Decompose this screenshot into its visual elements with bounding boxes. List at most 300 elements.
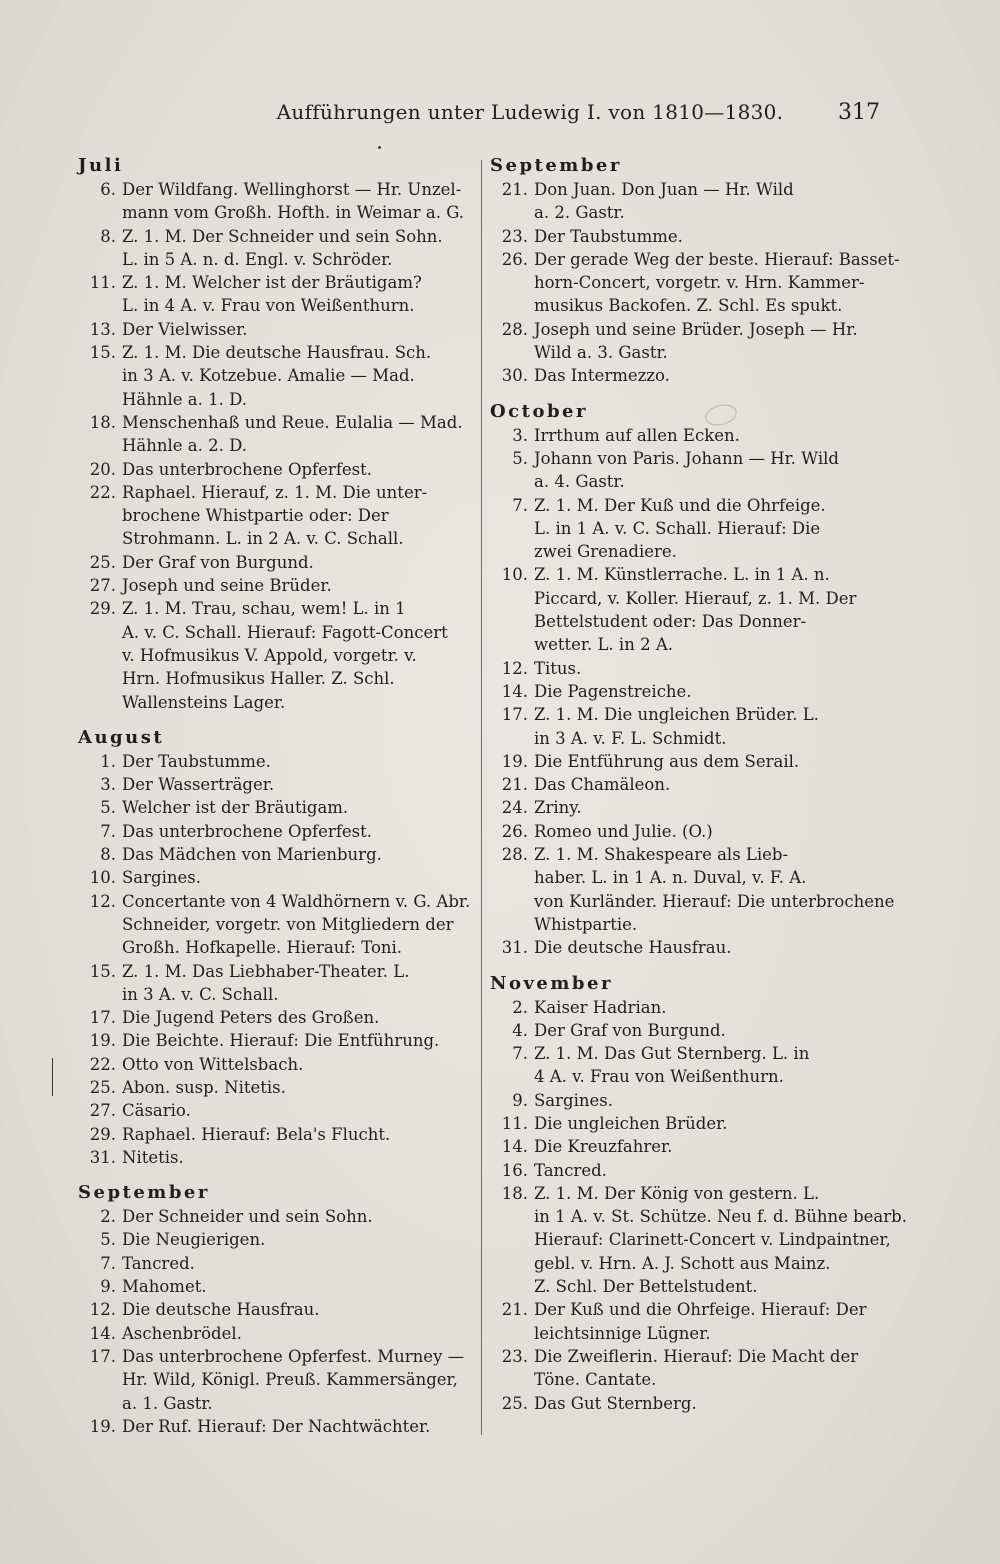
performance-entry <box>490 703 885 750</box>
entry-text <box>534 936 885 959</box>
entry-day: 16. <box>501 1160 528 1180</box>
entry-day: 19. <box>501 751 528 771</box>
entry-text <box>122 481 473 551</box>
entry-day: 8. <box>100 226 116 246</box>
entry-text <box>534 1019 885 1042</box>
performance-entry <box>78 866 473 889</box>
entry-line: Der Schneider und sein Sohn. <box>122 1207 373 1227</box>
entry-line: Raphael. Hierauf: Bela's Flucht. <box>122 1124 391 1144</box>
entry-text <box>534 820 885 843</box>
entry-line: Joseph und seine Brüder. Joseph — Hr. <box>534 319 858 339</box>
entry-line: Die Pagenstreiche. <box>534 681 692 701</box>
entry-day: 12. <box>89 1300 116 1320</box>
entry-text <box>122 1076 473 1099</box>
entry-line: Der Taubstumme. <box>122 751 271 771</box>
performance-entry <box>490 750 885 773</box>
performance-entry <box>490 364 885 387</box>
entry-day: 19. <box>89 1416 116 1436</box>
entry-line: L. in 4 A. v. Frau von Weißenthurn. <box>122 296 415 316</box>
performance-entry <box>78 1099 473 1122</box>
print-speck <box>378 146 381 149</box>
performance-entry <box>490 796 885 819</box>
entry-day: 24. <box>501 798 528 818</box>
performance-entry <box>78 1146 473 1169</box>
page-number: 317 <box>838 100 880 125</box>
entry-line: Abon. susp. Nitetis. <box>122 1077 286 1097</box>
entry-day: 25. <box>89 552 116 572</box>
entry-line: in 3 A. v. Kotzebue. Amalie — Mad. <box>122 366 415 386</box>
entry-text <box>122 1345 473 1415</box>
entry-day: 11. <box>501 1113 528 1133</box>
performance-entry <box>490 773 885 796</box>
entry-line: gebl. v. Hrn. A. J. Schott aus Mainz. <box>534 1253 831 1273</box>
entry-day: 7. <box>100 1253 116 1273</box>
entry-line: Strohmann. L. in 2 A. v. C. Schall. <box>122 529 404 549</box>
entry-line: mann vom Großh. Hofth. in Weimar a. G. <box>122 203 465 223</box>
entry-line: Z. 1. M. Die deutsche Hausfrau. Sch. <box>122 343 432 363</box>
month-heading: November <box>490 972 613 994</box>
entry-day: 15. <box>89 343 116 363</box>
entry-line: Concertante von 4 Waldhörnern v. G. Abr. <box>122 891 471 911</box>
entry-line: Bettelstudent oder: Das Donner- <box>534 612 807 632</box>
entry-text <box>534 1298 885 1345</box>
performance-entry <box>78 318 473 341</box>
entry-line: Z. 1. M. Shakespeare als Lieb- <box>534 845 789 865</box>
entry-text <box>122 773 473 796</box>
performance-entry <box>78 1275 473 1298</box>
entry-text <box>122 1252 473 1275</box>
entry-line: Welcher ist der Bräutigam. <box>122 798 349 818</box>
entry-day: 29. <box>89 599 116 619</box>
entry-day: 7. <box>512 1044 528 1064</box>
entry-line: a. 4. Gastr. <box>534 472 625 492</box>
entry-day: 28. <box>501 319 528 339</box>
entry-day: 18. <box>89 412 116 432</box>
entry-line: Der Graf von Burgund. <box>122 552 314 572</box>
entry-line: Das Intermezzo. <box>534 366 670 386</box>
entry-text <box>534 178 885 225</box>
performance-entry <box>78 1076 473 1099</box>
entry-text <box>122 1123 473 1146</box>
entry-day: 2. <box>512 997 528 1017</box>
entry-line: Die Neugierigen. <box>122 1230 266 1250</box>
performance-entry <box>78 890 473 960</box>
entry-line: Z. 1. M. Welcher ist der Bräutigam? <box>122 273 422 293</box>
entry-line: wetter. L. in 2 A. <box>534 635 673 655</box>
entry-day: 5. <box>512 448 528 468</box>
entry-line: Cäsario. <box>122 1101 191 1121</box>
performance-entry <box>490 424 885 447</box>
entry-line: Der Wildfang. Wellinghorst — Hr. Unzel- <box>122 180 462 199</box>
entry-line: leichtsinnige Lügner. <box>534 1323 711 1343</box>
entry-text <box>122 318 473 341</box>
entry-text <box>122 178 473 225</box>
entry-line: Das Chamäleon. <box>534 775 671 795</box>
entry-day: 9. <box>512 1090 528 1110</box>
entry-text <box>534 494 885 564</box>
entry-text <box>122 796 473 819</box>
entry-day: 6. <box>100 180 116 199</box>
performance-entry <box>78 820 473 843</box>
entry-text <box>122 1205 473 1228</box>
entry-line: Z. Schl. Der Bettelstudent. <box>534 1277 758 1297</box>
entry-line: musikus Backofen. Z. Schl. Es spukt. <box>534 296 843 316</box>
entry-line: Die Jugend Peters des Großen. <box>122 1008 380 1028</box>
entry-text <box>122 458 473 481</box>
performance-entry <box>490 318 885 365</box>
column-divider <box>481 160 482 1435</box>
entry-day: 28. <box>501 845 528 865</box>
performance-entry <box>78 750 473 773</box>
entry-line: Otto von Wittelsbach. <box>122 1054 304 1074</box>
entry-text <box>534 996 885 1019</box>
performance-entry <box>78 225 473 272</box>
entry-line: Johann von Paris. Johann — Hr. Wild <box>534 448 839 468</box>
entry-text <box>122 1415 473 1438</box>
performance-entry <box>78 1228 473 1251</box>
entry-day: 23. <box>501 226 528 246</box>
entry-day: 5. <box>100 1230 116 1250</box>
entry-day: 14. <box>89 1323 116 1343</box>
entry-line: Hr. Wild, Königl. Preuß. Kammersänger, <box>122 1370 458 1390</box>
entry-day: 2. <box>100 1207 116 1227</box>
performance-entry <box>78 411 473 458</box>
entry-day: 15. <box>89 961 116 981</box>
entry-line: Das unterbrochene Opferfest. <box>122 821 373 841</box>
performance-entry <box>78 481 473 551</box>
entry-text <box>534 703 885 750</box>
entry-day: 17. <box>89 1346 116 1366</box>
entry-line: a. 2. Gastr. <box>534 203 625 223</box>
performance-entry <box>78 1029 473 1052</box>
entry-line: in 3 A. v. F. L. Schmidt. <box>534 728 727 748</box>
entry-line: von Kurländer. Hierauf: Die unterbrochene <box>534 891 895 911</box>
entry-text <box>534 773 885 796</box>
entry-line: haber. L. in 1 A. n. Duval, v. F. A. <box>534 868 807 888</box>
performance-entry <box>78 796 473 819</box>
entry-line: in 1 A. v. St. Schütze. Neu f. d. Bühne bearb. <box>534 1207 907 1227</box>
entry-line: horn-Concert, vorgetr. v. Hrn. Kammer- <box>534 273 865 293</box>
entry-line: Hrn. Hofmusikus Haller. Z. Schl. <box>122 669 395 689</box>
entry-text <box>122 1275 473 1298</box>
month-heading: October <box>490 400 588 422</box>
entry-text <box>534 1042 885 1089</box>
entry-text <box>122 820 473 843</box>
entry-day: 5. <box>100 798 116 818</box>
entry-line: Irrthum auf allen Ecken. <box>534 425 740 445</box>
entry-day: 17. <box>501 705 528 725</box>
entry-line: Der Taubstumme. <box>534 226 683 246</box>
entry-text <box>122 1322 473 1345</box>
entry-line: v. Hofmusikus V. Appold, vorgetr. v. <box>122 645 417 665</box>
entry-line: Wallensteins Lager. <box>122 692 286 712</box>
entry-line: Die Zweiflerin. Hierauf: Die Macht der <box>534 1346 859 1366</box>
performance-entry <box>490 1019 885 1042</box>
entry-day: 11. <box>89 273 116 293</box>
entry-day: 22. <box>89 482 116 502</box>
performance-entry <box>490 936 885 959</box>
entry-day: 7. <box>100 821 116 841</box>
entry-text <box>122 890 473 960</box>
performance-entry <box>78 574 473 597</box>
entry-text <box>122 1099 473 1122</box>
performance-entry <box>78 1345 473 1415</box>
entry-text <box>534 657 885 680</box>
performance-entry <box>78 1252 473 1275</box>
entry-line: L. in 1 A. v. C. Schall. Hierauf: Die <box>534 518 821 538</box>
entry-line: Der Wasserträger. <box>122 775 275 795</box>
performance-entry <box>78 960 473 1007</box>
entry-day: 29. <box>89 1124 116 1144</box>
performance-entry <box>78 551 473 574</box>
performance-entry <box>78 341 473 411</box>
entry-line: Der Ruf. Hierauf: Der Nachtwächter. <box>122 1416 431 1436</box>
performance-entry <box>490 1112 885 1135</box>
entry-day: 31. <box>501 938 528 958</box>
performance-entry <box>490 1042 885 1089</box>
entry-line: Whistpartie. <box>534 914 638 934</box>
entry-line: Kaiser Hadrian. <box>534 997 667 1017</box>
entry-text <box>122 574 473 597</box>
entry-day: 12. <box>501 658 528 678</box>
entry-line: Schneider, vorgetr. von Mitgliedern der <box>122 914 454 934</box>
entry-day: 17. <box>89 1008 116 1028</box>
performance-entry <box>490 843 895 936</box>
month-heading: September <box>78 1182 210 1204</box>
entry-text <box>122 750 473 773</box>
entry-line: Z. 1. M. Der König von gestern. L. <box>534 1183 820 1203</box>
entry-text <box>122 866 473 889</box>
entry-line: Romeo und Julie. (O.) <box>534 821 713 841</box>
entry-line: Mahomet. <box>122 1277 207 1297</box>
entry-day: 13. <box>89 319 116 339</box>
entry-day: 10. <box>89 868 116 888</box>
entry-line: Titus. <box>534 658 582 678</box>
entry-text <box>534 424 885 447</box>
entry-line: Sargines. <box>534 1090 613 1110</box>
entry-text <box>534 364 885 387</box>
entry-text <box>534 563 885 656</box>
entry-line: Z. 1. M. Trau, schau, wem! L. in 1 <box>122 599 406 619</box>
entry-day: 14. <box>501 681 528 701</box>
entry-line: Hähnle a. 2. D. <box>122 436 247 456</box>
entry-line: Menschenhaß und Reue. Eulalia — Mad. <box>122 412 463 432</box>
entry-line: Nitetis. <box>122 1147 184 1167</box>
entry-text <box>534 750 885 773</box>
entry-text <box>122 1146 473 1169</box>
entry-day: 3. <box>512 425 528 445</box>
left-column <box>78 154 473 1438</box>
performance-entry <box>78 1123 473 1146</box>
entry-line: Die Entführung aus dem Serail. <box>534 751 800 771</box>
entry-text <box>122 271 473 318</box>
entry-line: Z. 1. M. Das Gut Sternberg. L. in <box>534 1044 810 1064</box>
month-heading: Juli <box>78 155 124 176</box>
entry-line: brochene Whistpartie oder: Der <box>122 506 389 526</box>
running-title: Aufführungen unter Ludewig I. von 1810—1830. <box>276 100 784 124</box>
entry-day: 10. <box>501 565 528 585</box>
entry-day: 21. <box>501 180 528 199</box>
entry-line: 4 A. v. Frau von Weißenthurn. <box>534 1067 784 1087</box>
entry-day: 4. <box>512 1020 528 1040</box>
entry-line: Töne. Cantate. <box>534 1370 657 1390</box>
performance-entry <box>490 225 885 248</box>
entry-day: 12. <box>89 891 116 911</box>
entry-line: Das Mädchen von Marienburg. <box>122 845 382 865</box>
entry-line: Die ungleichen Brüder. <box>534 1113 728 1133</box>
entry-text <box>122 1029 473 1052</box>
entry-text <box>534 318 885 365</box>
performance-entry <box>490 563 885 656</box>
entry-text <box>534 1135 885 1158</box>
margin-mark <box>52 1058 53 1096</box>
performance-entry <box>490 820 885 843</box>
entry-line: Z. 1. M. Die ungleichen Brüder. L. <box>534 705 819 725</box>
entry-line: Aschenbrödel. <box>122 1323 242 1343</box>
entry-line: in 3 A. v. C. Schall. <box>122 984 279 1004</box>
performance-entry <box>78 1053 473 1076</box>
entry-line: Der Graf von Burgund. <box>534 1020 726 1040</box>
entry-line: Don Juan. Don Juan — Hr. Wild <box>534 180 794 199</box>
entry-line: a. 1. Gastr. <box>122 1393 213 1413</box>
entry-day: 18. <box>501 1183 528 1203</box>
entry-text <box>534 1112 885 1135</box>
month-heading: September <box>490 155 622 176</box>
performance-entry <box>490 1392 885 1415</box>
entry-day: 3. <box>100 775 116 795</box>
entry-line: Joseph und seine Brüder. <box>122 576 332 596</box>
entry-text <box>534 1089 885 1112</box>
entry-line: Sargines. <box>122 868 201 888</box>
performance-entry <box>490 1298 885 1345</box>
entry-text <box>534 1392 885 1415</box>
performance-entry <box>490 447 885 494</box>
entry-day: 26. <box>501 249 528 269</box>
performance-entry <box>490 680 885 703</box>
entry-line: Wild a. 3. Gastr. <box>534 343 668 363</box>
entry-text <box>122 341 473 411</box>
entry-text <box>122 597 473 713</box>
entry-line: Tancred. <box>534 1160 607 1180</box>
entry-line: Piccard, v. Koller. Hierauf, z. 1. M. Der <box>534 588 857 608</box>
entry-day: 7. <box>512 495 528 515</box>
performance-entry <box>490 1182 907 1298</box>
entry-text <box>122 1298 473 1321</box>
entry-text <box>122 960 473 1007</box>
page-header <box>80 100 880 132</box>
entry-line: Hähnle a. 1. D. <box>122 389 247 409</box>
entry-day: 25. <box>89 1077 116 1097</box>
performance-entry <box>490 494 885 564</box>
entry-text <box>534 447 885 494</box>
performance-entry <box>78 271 473 318</box>
entry-day: 23. <box>501 1346 528 1366</box>
performance-entry <box>78 1298 473 1321</box>
performance-entry <box>78 1322 473 1345</box>
entry-line: Z. 1. M. Der Kuß und die Ohrfeige. <box>534 495 826 515</box>
performance-entry <box>490 657 885 680</box>
performance-entry <box>78 1006 473 1029</box>
entry-line: Die Beichte. Hierauf: Die Entführung. <box>122 1031 440 1051</box>
entry-line: L. in 5 A. n. d. Engl. v. Schröder. <box>122 249 393 269</box>
entry-text <box>534 843 894 936</box>
performance-entry <box>78 597 473 713</box>
entry-line: Zriny. <box>534 798 582 818</box>
entry-line: Der Vielwisser. <box>122 319 248 339</box>
entry-line: Großh. Hofkapelle. Hierauf: Toni. <box>122 938 403 958</box>
entry-line: Raphael. Hierauf, z. 1. M. Die unter- <box>122 482 428 502</box>
entry-day: 27. <box>89 576 116 596</box>
entry-line: Z. 1. M. Das Liebhaber-Theater. L. <box>122 961 410 981</box>
entry-line: Z. 1. M. Künstlerrache. L. in 1 A. n. <box>534 565 830 585</box>
entry-text <box>534 248 900 318</box>
entry-day: 31. <box>89 1147 116 1167</box>
entry-text <box>122 1228 473 1251</box>
entry-day: 26. <box>501 821 528 841</box>
entry-line: Z. 1. M. Der Schneider und sein Sohn. <box>122 226 443 246</box>
entry-line: Das unterbrochene Opferfest. Murney — <box>122 1346 465 1366</box>
entry-line: zwei Grenadiere. <box>534 542 677 562</box>
entry-day: 8. <box>100 845 116 865</box>
performance-entry <box>490 178 885 225</box>
entry-day: 22. <box>89 1054 116 1074</box>
performance-entry <box>78 1415 473 1438</box>
performance-entry <box>78 773 473 796</box>
entry-line: Hierauf: Clarinett-Concert v. Lindpaintner, <box>534 1230 891 1250</box>
entry-line: Die deutsche Hausfrau. <box>534 938 732 958</box>
entry-day: 9. <box>100 1277 116 1297</box>
entry-text <box>534 1182 907 1298</box>
entry-day: 20. <box>89 459 116 479</box>
entry-text <box>534 1159 885 1182</box>
entry-line: Die deutsche Hausfrau. <box>122 1300 320 1320</box>
entry-text <box>534 680 885 703</box>
performance-entry <box>78 178 473 225</box>
performance-entry <box>490 1089 885 1112</box>
entry-text <box>122 843 473 866</box>
performance-entry <box>490 1135 885 1158</box>
entry-line: Das unterbrochene Opferfest. <box>122 459 373 479</box>
entry-day: 21. <box>501 775 528 795</box>
entry-line: Der gerade Weg der beste. Hierauf: Basset- <box>534 249 900 269</box>
entry-line: Das Gut Sternberg. <box>534 1393 697 1413</box>
entry-line: Tancred. <box>122 1253 195 1273</box>
entry-line: A. v. C. Schall. Hierauf: Fagott-Concert <box>122 622 448 642</box>
performance-entry <box>490 248 900 318</box>
entry-line: Die Kreuzfahrer. <box>534 1137 673 1157</box>
entry-day: 27. <box>89 1101 116 1121</box>
performance-entry <box>490 1345 885 1392</box>
right-column <box>490 154 907 1415</box>
entry-day: 1. <box>100 751 116 771</box>
entry-day: 30. <box>501 366 528 386</box>
performance-entry <box>78 843 473 866</box>
entry-text <box>534 796 885 819</box>
entry-day: 25. <box>501 1393 528 1413</box>
month-heading: August <box>78 726 165 748</box>
performance-entry <box>78 458 473 481</box>
entry-text <box>122 1006 473 1029</box>
entry-text <box>534 1345 885 1392</box>
entry-text <box>122 1053 473 1076</box>
entry-text <box>534 225 885 248</box>
entry-text <box>122 225 473 272</box>
entry-day: 14. <box>501 1137 528 1157</box>
performance-entry <box>490 996 885 1019</box>
entry-line: Der Kuß und die Ohrfeige. Hierauf: Der <box>534 1300 867 1320</box>
entry-text <box>122 551 473 574</box>
performance-entry <box>78 1205 473 1228</box>
